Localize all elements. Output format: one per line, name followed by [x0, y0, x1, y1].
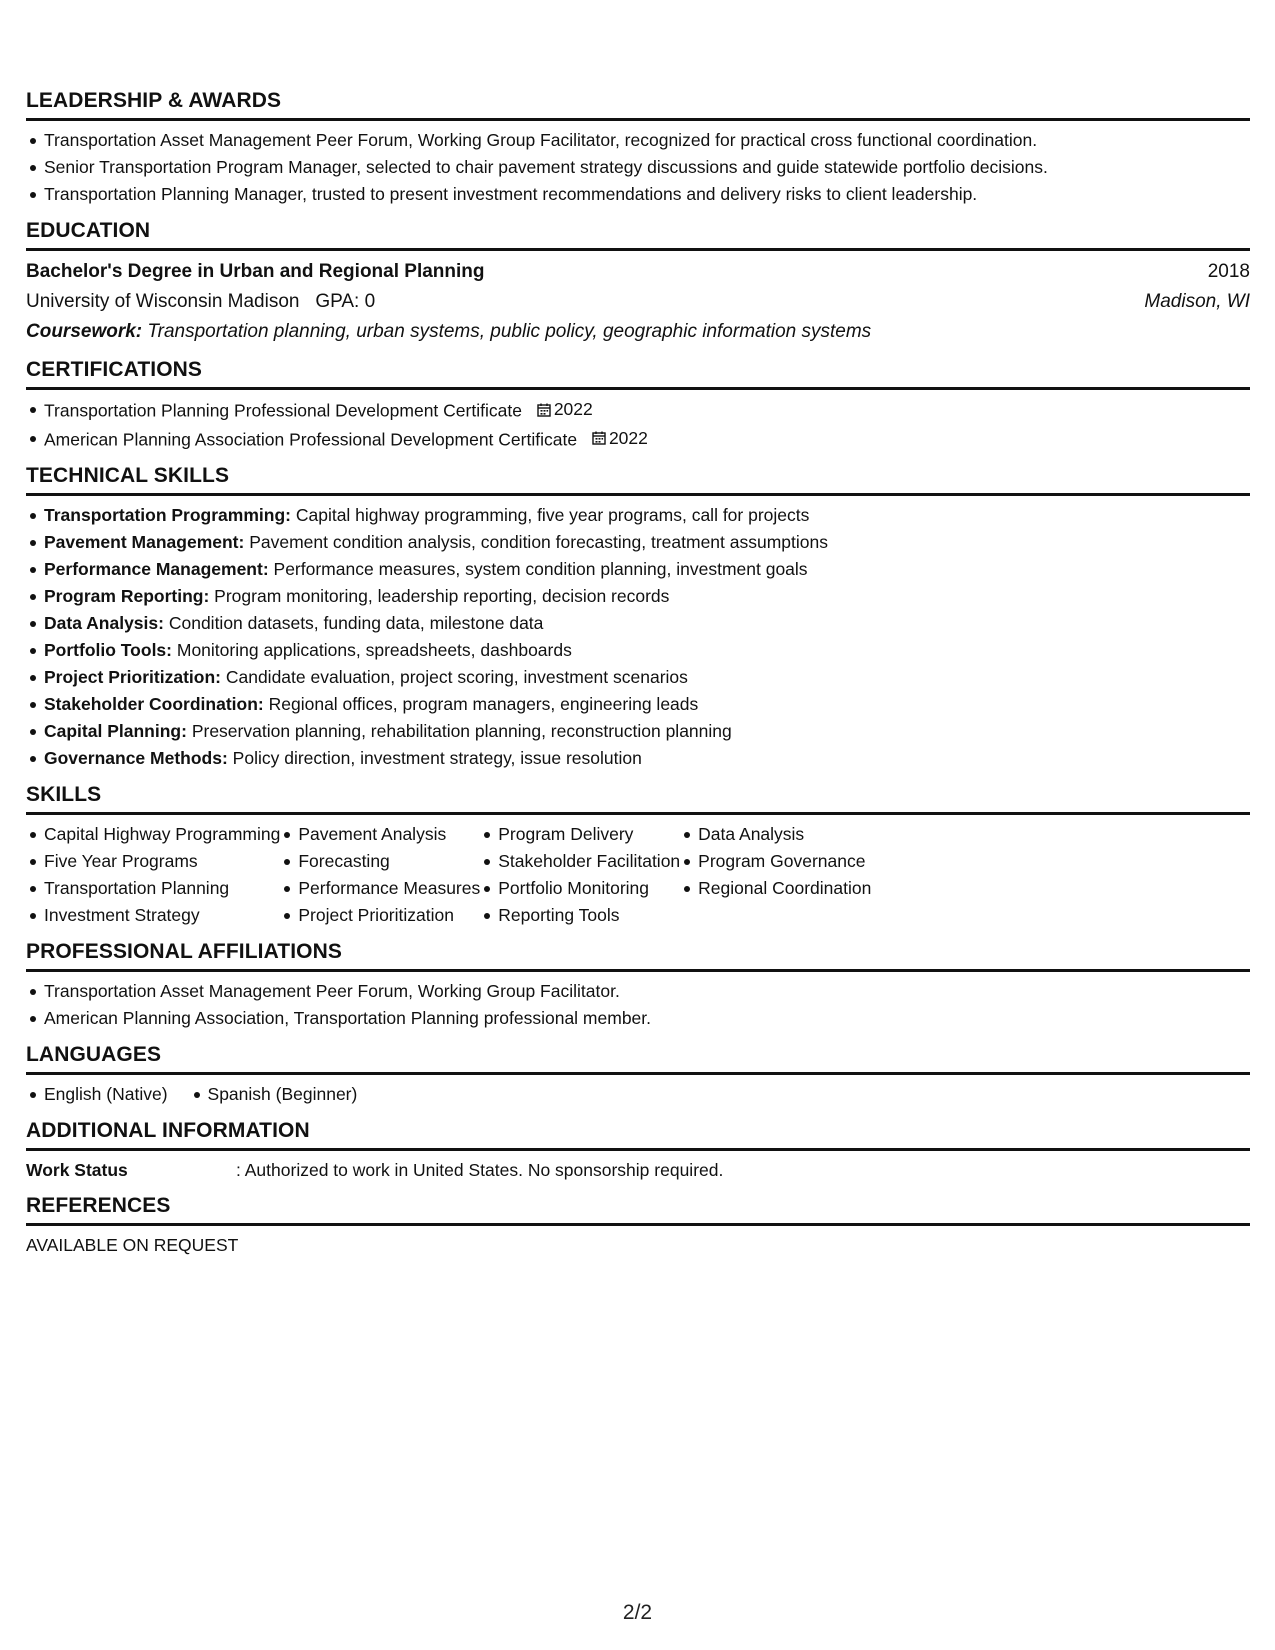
- skill-detail: Monitoring applications, spreadsheets, dashboards: [176, 640, 572, 660]
- skill-detail: Candidate evaluation, project scoring, investment scenarios: [225, 667, 688, 687]
- gpa: GPA: 0: [315, 291, 376, 312]
- section-title-references: REFERENCES: [26, 1193, 1250, 1226]
- skill-detail: Pavement condition analysis, condition forecasting, treatment assumptions: [249, 532, 829, 552]
- certificate-year: 2022: [608, 427, 648, 448]
- list-item: [26, 556, 1250, 583]
- skills-column: [480, 821, 680, 929]
- skills-column: [680, 821, 871, 929]
- list-item: Program Governance: [680, 848, 871, 875]
- skill-category: Portfolio Tools:: [44, 640, 172, 660]
- work-status-row: [26, 1157, 1250, 1183]
- education-school-row: [26, 287, 1250, 317]
- school-name: University of Wisconsin Madison: [26, 291, 300, 312]
- list-item: [26, 718, 1250, 745]
- skills-column: [26, 821, 280, 929]
- graduation-year: 2018: [1207, 261, 1250, 282]
- skill-detail: Policy direction, investment strategy, issue resolution: [232, 748, 642, 768]
- skill-detail: Regional offices, program managers, engineering leads: [268, 694, 699, 714]
- certifications-list: [26, 396, 1250, 453]
- skill-category: Data Analysis:: [44, 613, 164, 633]
- list-item: [26, 610, 1250, 637]
- section-title-affiliations: PROFESSIONAL AFFILIATIONS: [26, 939, 1250, 972]
- list-item: [26, 396, 1250, 425]
- skills-column: [280, 821, 480, 929]
- education-degree-row: [26, 257, 1250, 287]
- list-item: Data Analysis: [680, 821, 871, 848]
- resume-page: [26, 88, 1250, 1268]
- list-item: Transportation Asset Management Peer Forum, Working Group Facilitator, recognized for practical cross functional coordination.: [26, 127, 1250, 154]
- section-title-education: EDUCATION: [26, 218, 1250, 251]
- list-item: [26, 664, 1250, 691]
- list-item: Project Prioritization: [280, 902, 480, 929]
- page-number: 2/2: [622, 1601, 653, 1624]
- skill-detail: Program monitoring, leadership reporting, decision records: [214, 586, 670, 606]
- skills-grid: [26, 821, 1250, 929]
- language-item: Spanish (Beginner): [190, 1081, 358, 1108]
- skills-section: [26, 782, 1250, 929]
- list-item: [26, 529, 1250, 556]
- list-item: [26, 502, 1250, 529]
- skill-detail: Capital highway programming, five year programs, call for projects: [295, 505, 810, 525]
- affiliations-section: [26, 939, 1250, 1032]
- list-item: Regional Coordination: [680, 875, 871, 902]
- skill-category: Transportation Programming:: [44, 505, 291, 525]
- section-title-technical-skills: TECHNICAL SKILLS: [26, 463, 1250, 496]
- section-title-additional-info: ADDITIONAL INFORMATION: [26, 1118, 1250, 1151]
- list-item: American Planning Association, Transportation Planning professional member.: [26, 1005, 1250, 1032]
- list-item: Reporting Tools: [480, 902, 680, 929]
- list-item: Investment Strategy: [26, 902, 280, 929]
- list-item: Program Delivery: [480, 821, 680, 848]
- skill-detail: Preservation planning, rehabilitation planning, reconstruction planning: [191, 721, 732, 741]
- work-status-label: Work Status: [26, 1160, 128, 1180]
- work-status-value: : Authorized to work in United States. No sponsorship required.: [236, 1160, 724, 1180]
- coursework-label: Coursework:: [26, 321, 143, 342]
- affiliations-list: [26, 978, 1250, 1032]
- list-item: Transportation Asset Management Peer Forum, Working Group Facilitator.: [26, 978, 1250, 1005]
- list-item: Stakeholder Facilitation: [480, 848, 680, 875]
- technical-skills-list: [26, 502, 1250, 772]
- leadership-list: [26, 127, 1250, 208]
- list-item: [26, 425, 1250, 454]
- language-item: English (Native): [26, 1081, 168, 1108]
- list-item: [26, 745, 1250, 772]
- skill-category: Governance Methods:: [44, 748, 228, 768]
- certificate-year: 2022: [553, 399, 593, 419]
- skill-detail: Condition datasets, funding data, milestone data: [168, 613, 544, 633]
- languages-section: [26, 1042, 1250, 1108]
- list-item: Pavement Analysis: [280, 821, 480, 848]
- list-item: [26, 637, 1250, 664]
- certificate-name: American Planning Association Professional Development Certificate: [44, 429, 578, 449]
- skill-category: Pavement Management:: [44, 532, 245, 552]
- skill-category: Program Reporting:: [44, 586, 210, 606]
- list-item: Five Year Programs: [26, 848, 280, 875]
- list-item: Portfolio Monitoring: [480, 875, 680, 902]
- references-section: [26, 1193, 1250, 1258]
- skill-category: Stakeholder Coordination:: [44, 694, 264, 714]
- certifications-section: [26, 357, 1250, 453]
- skill-detail: Performance measures, system condition planning, investment goals: [273, 559, 808, 579]
- section-title-skills: SKILLS: [26, 782, 1250, 815]
- calendar-icon: [592, 431, 606, 445]
- list-item: Capital Highway Programming: [26, 821, 280, 848]
- references-text: AVAILABLE ON REQUEST: [26, 1235, 239, 1255]
- list-item: Forecasting: [280, 848, 480, 875]
- section-title-languages: LANGUAGES: [26, 1042, 1250, 1075]
- list-item: Performance Measures: [280, 875, 480, 902]
- additional-info-section: [26, 1118, 1250, 1183]
- coursework: [26, 317, 1250, 347]
- list-item: [26, 583, 1250, 610]
- section-title-leadership: LEADERSHIP & AWARDS: [26, 88, 1250, 121]
- school-location: Madison, WI: [1144, 291, 1250, 312]
- languages-list: [26, 1081, 1250, 1108]
- skill-category: Performance Management:: [44, 559, 269, 579]
- list-item: Transportation Planning: [26, 875, 280, 902]
- education-section: [26, 218, 1250, 347]
- skill-category: Capital Planning:: [44, 721, 187, 741]
- list-item: [26, 691, 1250, 718]
- list-item: Senior Transportation Program Manager, selected to chair pavement strategy discussions and guide statewide portfolio decisions.: [26, 154, 1250, 181]
- leadership-section: [26, 88, 1250, 208]
- degree-name: Bachelor's Degree in Urban and Regional Planning: [26, 261, 485, 282]
- technical-skills-section: [26, 463, 1250, 772]
- calendar-icon: [537, 403, 551, 417]
- certificate-name: Transportation Planning Professional Development Certificate: [44, 400, 522, 421]
- coursework-text: Transportation planning, urban systems, public policy, geographic information systems: [147, 321, 872, 342]
- list-item: Transportation Planning Manager, trusted to present investment recommendations and delivery risks to client leadership.: [26, 181, 1250, 208]
- section-title-certifications: CERTIFICATIONS: [26, 357, 1250, 390]
- skill-category: Project Prioritization:: [44, 667, 221, 687]
